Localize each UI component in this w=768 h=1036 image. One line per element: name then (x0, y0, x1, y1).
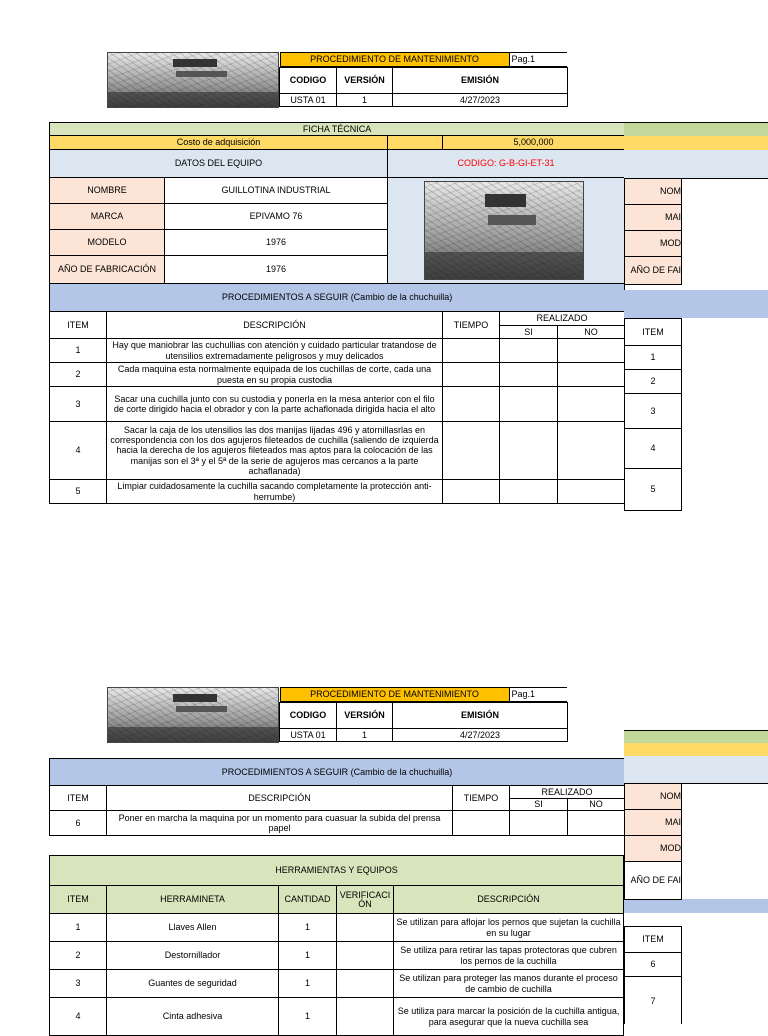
version-header: VERSIÓN (337, 68, 393, 94)
row-si (510, 811, 568, 836)
row-cantidad: 1 (279, 942, 337, 970)
codigo-value: USTA 01 (280, 729, 337, 742)
side-panel-2 (624, 730, 768, 1024)
datos-equipo-label: DATOS DEL EQUIPO (50, 150, 388, 178)
row-description: Se utiliza para marcar la posición de la cuchilla antigua, para asegurar que la nueva cuchilla sea (394, 998, 624, 1036)
side-item: 2 (625, 370, 682, 394)
version-value: 1 (337, 94, 393, 107)
realizado-header: REALIZADO (500, 312, 625, 326)
row-description: Sacar la caja de los utensilios las dos manijas lijadas 496 y atornillasrlas en correspondencia con los dos agujeros fileteados de cuchilla (saliendo de izquierda hacia la derecha de los agujeros fileteados mas aptos para la colocación de las manijas son el 3ª y el 5ª de la serie de agujeros mas cercanos a la parte achaflanada) (107, 422, 443, 480)
row-si (500, 480, 558, 504)
row-si (500, 363, 558, 387)
row-herramienta: Guantes de seguridad (107, 970, 279, 998)
row-verificacion (337, 970, 394, 998)
marca-value: EPIVAMO 76 (165, 204, 388, 230)
row-item: 1 (50, 339, 107, 363)
row-tiempo (443, 387, 500, 422)
row-tiempo (443, 422, 500, 480)
tiempo-header: TIEMPO (453, 786, 510, 811)
side-anio-label: AÑO DE FAI (625, 862, 682, 900)
emision-value: 4/27/2023 (393, 729, 568, 742)
document-header (279, 687, 568, 742)
side-item: 7 (625, 977, 682, 1025)
row-no (568, 811, 625, 836)
page-number: Pag.1 (509, 53, 567, 67)
row-no (558, 480, 625, 504)
side-anio-label: AÑO DE FAI (625, 257, 682, 285)
row-no (558, 422, 625, 480)
table-row (50, 387, 625, 422)
row-cantidad: 1 (279, 998, 337, 1036)
ficha-tecnica-table (49, 122, 625, 504)
version-value: 1 (337, 729, 393, 742)
side-nombre-label: NOM (625, 179, 682, 205)
row-description: Limpiar cuidadosamente la cuchilla sacando completamente la protección anti-herrumbe) (107, 480, 443, 504)
row-herramienta: Llaves Allen (107, 914, 279, 942)
cantidad-header: CANTIDAD (279, 886, 337, 914)
row-verificacion (337, 914, 394, 942)
marca-label: MARCA (50, 204, 165, 230)
row-description: Sacar una cuchilla junto con su custodia y ponerla en la mesa anterior con el filo de corte dirigido hacia el obrador y con la parte achaflonada dirigida hacia el alto (107, 387, 443, 422)
codigo-header: CODIGO (280, 703, 337, 729)
row-tiempo (443, 480, 500, 504)
side-panel-1 (624, 122, 768, 528)
procedimientos-title: PROCEDIMIENTOS A SEGUIR (Cambio de la chuchuilla) (50, 284, 625, 312)
side-item-header: ITEM (625, 319, 682, 346)
row-item: 4 (50, 998, 107, 1036)
procedure-title: PROCEDIMIENTO DE MANTENIMIENTO (280, 688, 509, 702)
side-modelo-label: MOD (625, 836, 682, 862)
descripcion-header: DESCRIPCIÓN (107, 312, 443, 339)
table-row (50, 970, 624, 998)
table-row (50, 422, 625, 480)
herramienta-header: HERRAMINETA (107, 886, 279, 914)
side-item: 6 (625, 953, 682, 977)
row-description: Hay que maniobrar las cuchullias con atención y cuidado particular tratandose de utensilios extremadamente peligrosos y muy delicados (107, 339, 443, 363)
modelo-value: 1976 (165, 230, 388, 256)
table-row (50, 942, 624, 970)
item-header: ITEM (50, 886, 107, 914)
table-row (50, 811, 625, 836)
emision-value: 4/27/2023 (393, 94, 568, 107)
row-description: Se utilizan para aflojar los pernos que sujetan la cuchilla en su lugar (394, 914, 624, 942)
row-cantidad: 1 (279, 914, 337, 942)
row-item: 1 (50, 914, 107, 942)
row-cantidad: 1 (279, 970, 337, 998)
row-verificacion (337, 942, 394, 970)
row-herramienta: Destornillador (107, 942, 279, 970)
row-description: Se utilizan para proteger las manos durante el proceso de cambio de cuchilla (394, 970, 624, 998)
emision-header: EMISIÓN (393, 68, 568, 94)
table-row (50, 363, 625, 387)
item-header: ITEM (50, 312, 107, 339)
verificacion-header: VERIFICACIÓN (337, 886, 394, 914)
row-no (558, 339, 625, 363)
nombre-label: NOMBRE (50, 178, 165, 204)
side-item-header: ITEM (625, 927, 682, 953)
row-description: Se utiliza para retirar las tapas protectoras que cubren los pernos de la cuchilla (394, 942, 624, 970)
herramientas-title: HERRAMIENTAS Y EQUIPOS (50, 856, 624, 886)
no-header: NO (558, 326, 625, 339)
row-si (500, 387, 558, 422)
row-item: 6 (50, 811, 107, 836)
row-tiempo (443, 339, 500, 363)
codigo-header: CODIGO (280, 68, 337, 94)
anio-value: 1976 (165, 256, 388, 284)
nombre-value: GUILLOTINA INDUSTRIAL (165, 178, 388, 204)
si-header: SI (510, 799, 568, 811)
row-item: 5 (50, 480, 107, 504)
row-si (500, 422, 558, 480)
row-tiempo (443, 363, 500, 387)
side-item: 1 (625, 346, 682, 370)
emision-header: EMISIÓN (393, 703, 568, 729)
document-header (279, 52, 568, 107)
row-si (500, 339, 558, 363)
row-no (558, 363, 625, 387)
tiempo-header: TIEMPO (443, 312, 500, 339)
item-header: ITEM (50, 786, 107, 811)
equipment-photo (424, 181, 584, 280)
side-nombre-label: NOM (625, 784, 682, 810)
logo-image (107, 52, 279, 108)
modelo-label: MODELO (50, 230, 165, 256)
row-item: 2 (50, 942, 107, 970)
codigo-equipo: CODIGO: G-B-GI-ET-31 (388, 150, 625, 178)
row-item: 4 (50, 422, 107, 480)
no-header: NO (568, 799, 625, 811)
page-number: Pag.1 (509, 688, 567, 702)
realizado-header: REALIZADO (510, 786, 625, 799)
table-row (50, 914, 624, 942)
row-description: Poner en marcha la maquina por un momento para cuasuar la subida del prensa papel (107, 811, 453, 836)
row-tiempo (453, 811, 510, 836)
version-header: VERSIÓN (337, 703, 393, 729)
row-no (558, 387, 625, 422)
table-row (50, 339, 625, 363)
procedimientos-table-2 (49, 758, 625, 836)
side-item: 3 (625, 394, 682, 429)
costo-spacer (388, 136, 443, 150)
side-item: 5 (625, 469, 682, 511)
side-item: 4 (625, 429, 682, 469)
row-item: 2 (50, 363, 107, 387)
costo-value: 5,000,000 (443, 136, 625, 150)
anio-label: AÑO DE FABRICACIÓN (50, 256, 165, 284)
side-marca-label: MAI (625, 810, 682, 836)
row-item: 3 (50, 387, 107, 422)
side-marca-label: MAI (625, 205, 682, 231)
herramientas-table (49, 855, 624, 1036)
table-row (50, 480, 625, 504)
table-row (50, 998, 624, 1036)
descripcion-header: DESCRIPCIÓN (107, 786, 453, 811)
ficha-title: FICHA TÉCNICA (50, 123, 625, 136)
costo-label: Costo de adquisición (50, 136, 388, 150)
row-description: Cada maquina esta normalmente equipada de los cuchillas de corte, cada una puesta en su propia custodia (107, 363, 443, 387)
procedimientos-title: PROCEDIMIENTOS A SEGUIR (Cambio de la chuchuilla) (50, 759, 625, 786)
row-verificacion (337, 998, 394, 1036)
row-herramienta: Cinta adhesiva (107, 998, 279, 1036)
row-item: 3 (50, 970, 107, 998)
side-modelo-label: MOD (625, 231, 682, 257)
logo-image (107, 687, 279, 743)
codigo-value: USTA 01 (280, 94, 337, 107)
procedure-title: PROCEDIMIENTO DE MANTENIMIENTO (280, 53, 509, 67)
si-header: SI (500, 326, 558, 339)
descripcion-header: DESCRIPCIÓN (394, 886, 624, 914)
